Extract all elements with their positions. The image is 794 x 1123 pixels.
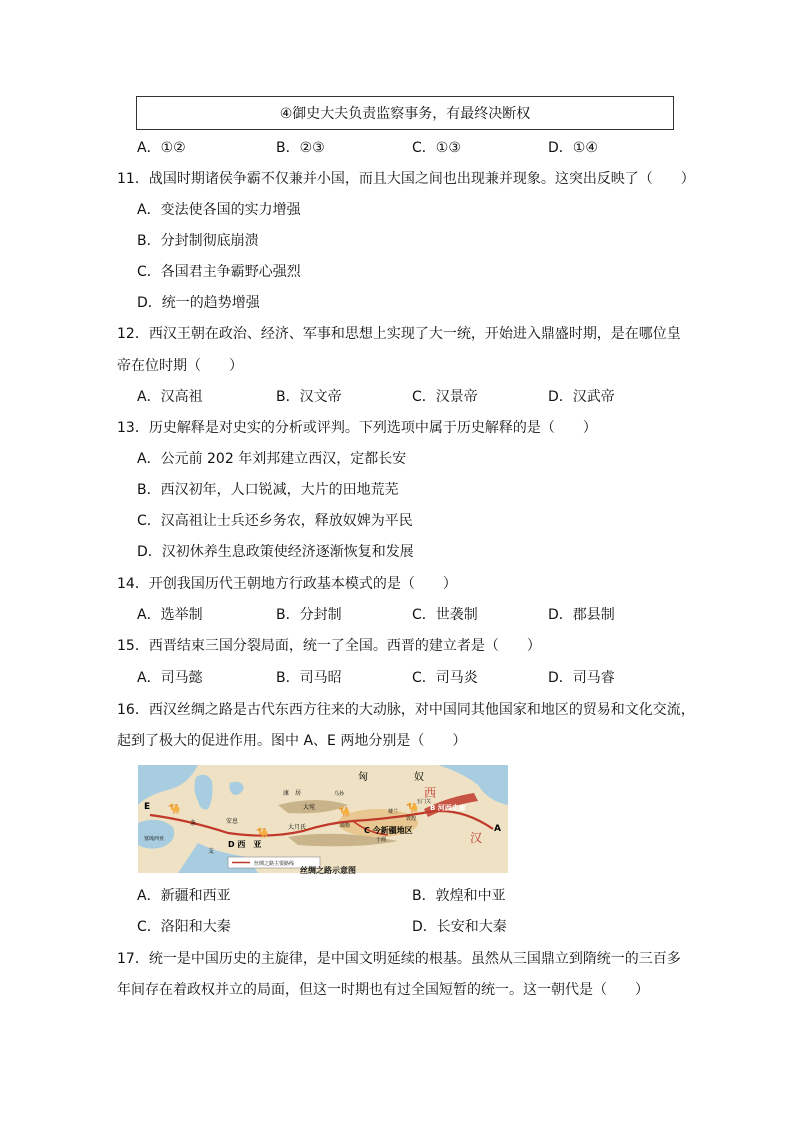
statement-text: ④御史大夫负责监察事务，有最终决断权 <box>279 106 531 122</box>
q16-option-c: C．洛阳和大秦 <box>137 919 231 935</box>
map-label-a: A <box>494 824 501 834</box>
q11-option-b: B．分封制彻底崩溃 <box>137 233 259 249</box>
q11-option-a: A．变法使各国的实力增强 <box>137 202 301 218</box>
q15-option-a: A．司马懿 <box>137 670 203 686</box>
map-label-b-corridor: B 河西走廊 <box>430 804 466 812</box>
map-caption: 丝绸之路示意图 <box>300 866 356 875</box>
map-label-xiongnu-1: 匈 <box>358 772 368 783</box>
map-label-dayuezhi: 大月氏 <box>288 824 307 831</box>
q11-stem: 11．战国时期诸侯争霸不仅兼并小国，而且大国之间也出现兼并现象。这突出反映了（ ） <box>117 171 695 187</box>
q11-option-c: C．各国君主争霸野心强烈 <box>137 264 301 280</box>
statement-box <box>136 96 674 130</box>
q13-option-d: D．汉初休养生息政策使经济逐渐恢复和发展 <box>137 544 414 560</box>
q14-option-d: D．郡县制 <box>548 607 615 623</box>
map-label-dayuan: 大宛 <box>303 804 316 811</box>
q11-option-d: D．统一的趋势增强 <box>137 295 260 311</box>
q15-option-c: C．司马炎 <box>412 670 478 686</box>
camel-icon: 🐪 <box>256 828 269 839</box>
map-label-anxi: 安息 <box>226 818 239 825</box>
camel-icon: 🐪 <box>168 804 181 815</box>
map-label-c-xinjiang: C 今新疆地区 <box>364 826 413 835</box>
q12-option-a: A．汉高祖 <box>137 389 203 405</box>
map-label-yumenguan: 玉门关 <box>416 799 432 805</box>
q13-option-a: A．公元前 202 年刘邦建立西汉，定都长安 <box>137 451 407 467</box>
q12-stem-line2: 帝在位时期（ ） <box>117 358 243 374</box>
map-label-shule: 疏勒 <box>340 823 351 829</box>
q13-option-b: B．西汉初年，人口锐减，大片的田地荒芜 <box>137 482 399 498</box>
q12-stem-line1: 12．西汉王朝在政治、经济、军事和思想上实现了大一统，开始进入鼎盛时期，是在哪位皇 <box>117 326 681 342</box>
map-label-e: E <box>144 802 151 812</box>
map-label-yutian: 于阗 <box>376 837 387 843</box>
q15-option-b: B．司马昭 <box>276 670 342 686</box>
map-label-dunhuang: 敦煌 <box>406 816 417 822</box>
map-label-d-xiya: D 西 亚 <box>228 840 262 849</box>
q14-option-a: A．选举制 <box>137 607 203 623</box>
map-label-seleucia: 塞琉西亚 <box>144 836 165 842</box>
q14-stem: 14．开创我国历代王朝地方行政基本模式的是（ ） <box>117 576 457 592</box>
map-label-han: 汉 <box>470 831 483 845</box>
q10-option-b: B．②③ <box>276 140 325 156</box>
q15-stem: 15．西晋结束三国分裂局面，统一了全国。西晋的建立者是（ ） <box>117 638 541 654</box>
q16-option-a: A．新疆和西亚 <box>137 888 231 904</box>
q14-option-c: C．世袭制 <box>412 607 478 623</box>
q10-option-c: C．①③ <box>412 140 461 156</box>
map-label-zhi: 支 <box>208 848 215 855</box>
silk-road-map-svg <box>138 765 508 873</box>
q13-option-c: C．汉高祖让士兵还乡务农，释放奴婢为平民 <box>137 513 413 529</box>
map-label-xi: 西 <box>424 786 437 800</box>
q12-option-b: B．汉文帝 <box>276 389 342 405</box>
q10-option-a: A．①② <box>137 140 186 156</box>
q12-option-c: C．汉景帝 <box>412 389 478 405</box>
silk-road-map <box>138 765 508 873</box>
map-label-xiongnu-2: 奴 <box>414 772 424 783</box>
q16-option-b: B．敦煌和中亚 <box>412 888 506 904</box>
q10-option-d: D．①④ <box>548 140 598 156</box>
q17-stem-line1: 17．统一是中国历史的主旋律，是中国文明延续的根基。虽然从三国鼎立到隋统一的三百多 <box>117 951 681 967</box>
q12-option-d: D．汉武帝 <box>548 389 615 405</box>
q15-option-d: D．司马睿 <box>548 670 615 686</box>
q16-stem-line2: 起到了极大的促进作用。图中 A、E 两地分别是（ ） <box>117 733 467 749</box>
q16-option-d: D．长安和大秦 <box>412 919 507 935</box>
q14-option-b: B．分封制 <box>276 607 342 623</box>
q13-stem: 13．历史解释是对史实的分析或评判。下列选项中属于历史解释的是（ ） <box>117 420 597 436</box>
map-label-tiao: 条 <box>190 820 197 827</box>
q17-stem-line2: 年间存在着政权并立的局面，但这一时期也有过全国短暂的统一。这一朝代是（ ） <box>117 982 649 998</box>
map-label-wusun: 乌孙 <box>334 791 345 797</box>
q16-stem-line1: 16．西汉丝绸之路是古代东西方往来的大动脉，对中国同其他国家和地区的贸易和文化交流， <box>117 702 695 718</box>
camel-icon: 🐪 <box>406 803 419 814</box>
map-label-kangju: 康 居 <box>283 790 302 797</box>
camel-icon: 🐪 <box>338 807 351 818</box>
map-legend-text: 丝绸之路主要路线 <box>254 861 295 867</box>
map-label-loulan: 楼兰 <box>388 809 399 815</box>
